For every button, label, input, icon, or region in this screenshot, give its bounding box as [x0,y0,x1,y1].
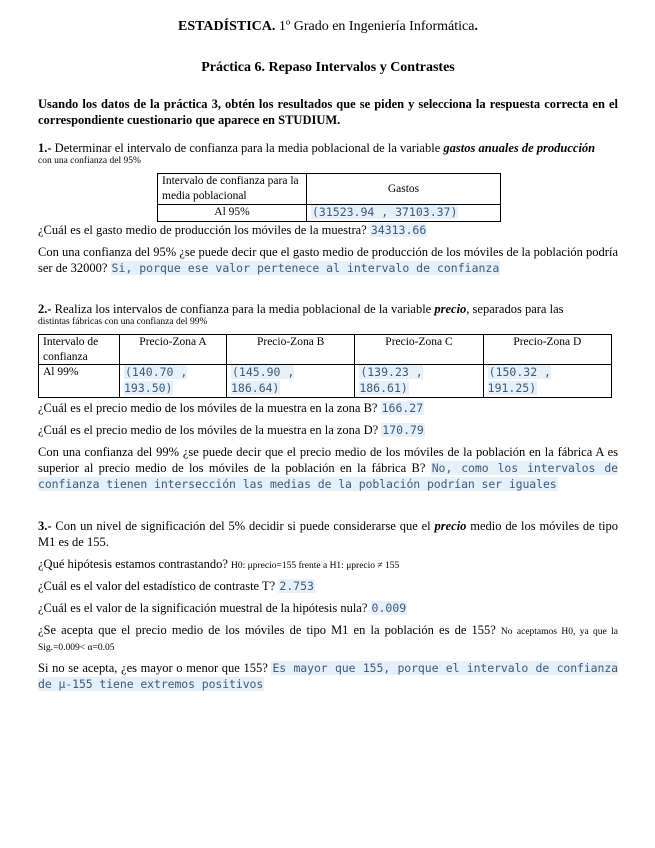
section-2-question-1 [38,400,618,416]
table-header-zona-b: Precio-Zona B [227,335,355,365]
section-3-question-2 [38,578,618,594]
section-3-question-3 [38,600,618,616]
table-row-label: Al 95% [158,204,307,221]
section-3-variable: precio [434,518,467,533]
table-header-zona-c: Precio-Zona C [355,335,483,365]
section-3-number: 3.- [38,518,52,533]
answer-gasto-medio: 34313.66 [370,222,427,237]
section-2-statement [38,302,618,316]
table-cell-zona-a [120,365,227,397]
intro-instructions: Usando los datos de la práctica 3, obtén los resultados que se piden y selecciona la respuesta correcta en el correspondiente cuestionario que aparece en STUDIUM. [38,96,618,127]
section-1-subline: con una confianza del 95% [38,156,141,167]
table-cell-value [307,204,501,221]
answer-estadistico-t: 2.753 [279,579,314,594]
answer-32000: Si, porque ese valor pertenece al intervalo de confianza [111,260,500,275]
title-bold: ESTADÍSTICA. [178,19,276,34]
section-2-number: 2.- [38,301,52,316]
section-1-statement [38,141,618,155]
answer-media-zona-b: 166.27 [381,400,424,415]
section-1-table [157,173,501,221]
answer-aceptacion: No aceptamos H0, ya que la Sig.=0.009< α=0.05 [38,627,618,654]
section-2-question-2 [38,422,618,438]
question-text: ¿Cuál es el valor de la significación muestral de la hipótesis nula? [38,601,371,616]
answer-hipotesis: H0: μprecio=155 frente a H1: μprecio ≠ 155 [231,560,400,571]
spacer [38,492,618,518]
question-text: ¿Cuál es el precio medio de los móviles de la muestra en la zona B? [38,400,381,415]
section-2-text: Realiza los intervalos de confianza para la media poblacional de la variable [51,301,435,316]
answer-comparacion-a-b: No, como los intervalos de confianza tienen intersección las medias de la población podrían ser iguales [38,460,618,491]
spacer [38,276,618,302]
table-row [39,365,612,397]
section-3-question-5 [38,660,618,692]
section-2 [38,302,618,492]
answer-interval-gastos: (31523.94 , 37103.37) [312,204,458,219]
table-header-label: Intervalo de confianza [39,335,120,365]
answer-interval-zona-c: (139.23 , 186.61) [359,365,423,396]
section-2-table [38,334,612,398]
question-text: Con una confianza del 99% ¿se puede decir que el precio medio de los móviles de la población en la fábrica A es superior al precio medio de los móviles de la población en la fábrica B? [38,444,618,475]
section-2-variable: precio [434,301,467,316]
section-3-statement [38,518,618,550]
question-text: ¿Qué hipótesis estamos contrastando? [38,556,232,571]
answer-media-zona-d: 170.79 [382,422,424,437]
question-text: ¿Se acepta que el precio medio de los móviles de tipo M1 en la población es de 155? [38,623,501,638]
section-2-subline: distintas fábricas con una confianza del 99% [38,316,208,327]
section-3-question-4 [38,622,618,654]
table-header-zona-d: Precio-Zona D [483,335,611,365]
table-cell-zona-c [355,365,483,397]
answer-interval-zona-a: (140.70 , 193.50) [124,365,188,396]
section-1-variable: gastos anuales de producción [443,140,596,155]
table-header-label: Intervalo de confianza para la media poblacional [158,174,307,204]
section-3 [38,518,618,692]
answer-significacion: 0.009 [371,601,407,616]
document-title [38,18,618,36]
answer-mayor-menor: Es mayor que 155, porque el intervalo de confianza de μ-155 tiene extremos positivos [38,661,618,692]
section-1-number: 1.- [38,140,52,155]
table-cell-zona-b [227,365,355,397]
section-1 [38,141,618,276]
table-row [158,204,501,221]
section-2-question-3 [38,444,618,492]
answer-interval-zona-d: (150.32 , 191.25) [487,365,551,396]
question-text: ¿Cuál es el precio medio de los móviles de la muestra en la zona D? [38,422,382,437]
section-3-question-1 [38,556,618,572]
document-page [38,18,618,692]
table-row-label: Al 99% [39,365,120,397]
table-header-zona-a: Precio-Zona A [120,335,227,365]
question-text: Si no se acepta, ¿es mayor o menor que 155? [38,661,272,676]
title-dot: . [474,19,478,34]
table-header-gastos: Gastos [307,174,501,204]
table-row [158,174,501,204]
question-text: Con una confianza del 95% ¿se puede decir que el gasto medio de producción de los móviles de la población podría ser de 32000? [38,244,618,275]
section-3-text: Con un nivel de significación del 5% decidir si puede considerarse que el [51,518,435,533]
section-1-question-1 [38,222,618,238]
title-rest: 1º Grado en Ingeniería Informática [275,19,475,34]
document-subtitle: Práctica 6. Repaso Intervalos y Contrastes [201,59,455,75]
question-text: ¿Cuál es el gasto medio de producción los móviles de la muestra? [38,222,370,237]
section-1-question-2 [38,244,618,276]
section-3-text-post: medio de los móviles de tipo M1 es de 155. [38,518,618,549]
table-cell-zona-d [483,365,611,397]
table-row [39,335,612,365]
section-1-text: Determinar el intervalo de confianza para la media poblacional de la variable [51,140,444,155]
answer-interval-zona-b: (145.90 , 186.64) [231,365,295,396]
question-text: ¿Cuál es el valor del estadístico de contraste T? [38,579,279,594]
section-2-text-post: , separados para las [466,301,564,316]
